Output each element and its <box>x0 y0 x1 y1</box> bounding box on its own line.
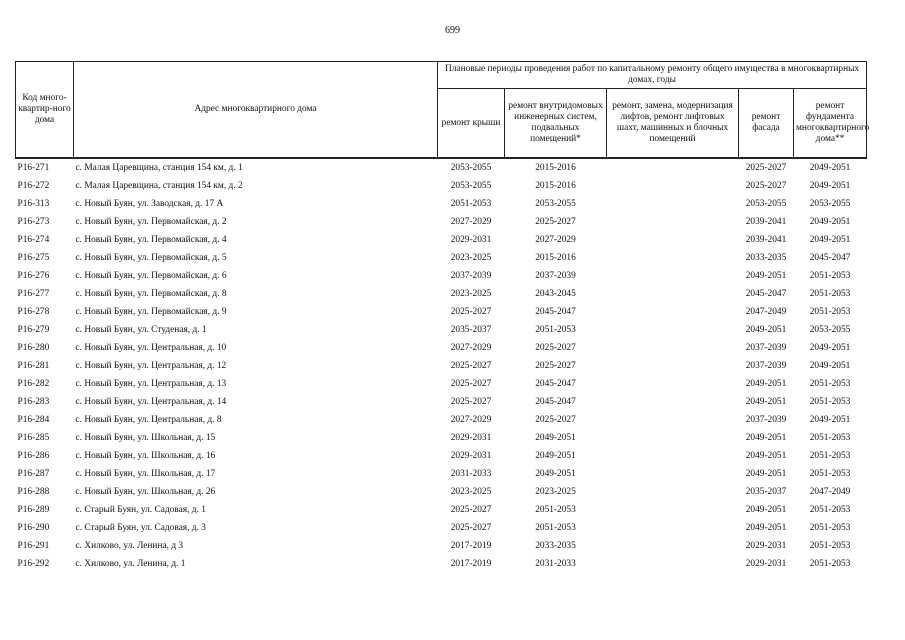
cell-engineering: 2025-2027 <box>535 343 576 353</box>
cell-elevators <box>607 285 739 303</box>
cell-engineering: 2051-2053 <box>535 523 576 533</box>
cell-address: с. Старый Буян, ул. Садовая, д. 3 <box>75 523 206 533</box>
cell-roof: 2027-2029 <box>450 343 492 353</box>
cell-engineering: 2023-2025 <box>535 487 576 497</box>
cell-roof: 2027-2029 <box>450 415 492 425</box>
table-row <box>16 483 867 501</box>
cell-foundation: 2051-2053 <box>809 433 851 443</box>
cell-facade: 2049-2051 <box>745 271 787 281</box>
cell-engineering: 2031-2033 <box>535 559 576 569</box>
header-roof: ремонт крыши <box>438 89 505 159</box>
table-row <box>16 231 867 249</box>
cell-facade: 2049-2051 <box>745 379 787 389</box>
cell-roof: 2025-2027 <box>450 397 492 407</box>
cell-engineering: 2049-2051 <box>535 433 576 443</box>
cell-elevators <box>607 465 739 483</box>
cell-facade: 2047-2049 <box>745 307 787 317</box>
table-body <box>16 158 867 573</box>
cell-foundation: 2049-2051 <box>809 181 851 191</box>
table-row <box>16 339 867 357</box>
cell-roof: 2053-2055 <box>450 181 492 191</box>
cell-elevators <box>607 483 739 501</box>
table-row <box>16 158 867 177</box>
table-row <box>16 447 867 465</box>
cell-foundation: 2053-2055 <box>809 199 851 209</box>
cell-code: Р16-283 <box>17 397 50 407</box>
cell-roof: 2023-2025 <box>450 487 492 497</box>
cell-elevators <box>607 519 739 537</box>
cell-engineering: 2045-2047 <box>535 397 576 407</box>
cell-address: с. Старый Буян, ул. Садовая, д. 1 <box>75 505 206 515</box>
cell-engineering: 2015-2016 <box>535 181 576 191</box>
table-row <box>16 393 867 411</box>
cell-code: Р16-275 <box>17 253 50 263</box>
cell-address: с. Новый Буян, ул. Школьная, д. 26 <box>75 487 216 497</box>
cell-foundation: 2051-2053 <box>809 451 851 461</box>
cell-roof: 2029-2031 <box>450 235 492 245</box>
cell-roof: 2025-2027 <box>450 379 492 389</box>
cell-code: Р16-277 <box>17 289 50 299</box>
cell-elevators <box>607 339 739 357</box>
cell-address: с. Новый Буян, ул. Первомайская, д. 8 <box>75 289 227 299</box>
cell-code: Р16-284 <box>17 415 50 425</box>
table-row <box>16 519 867 537</box>
cell-facade: 2049-2051 <box>745 397 787 407</box>
cell-code: Р16-276 <box>17 271 50 281</box>
cell-elevators <box>607 411 739 429</box>
cell-roof: 2025-2027 <box>450 523 492 533</box>
table-row <box>16 303 867 321</box>
cell-elevators <box>607 555 739 573</box>
cell-facade: 2049-2051 <box>745 325 787 335</box>
cell-elevators <box>607 231 739 249</box>
table-row <box>16 555 867 573</box>
table-header <box>16 62 870 159</box>
cell-facade: 2049-2051 <box>745 451 787 461</box>
cell-engineering: 2025-2027 <box>535 361 576 371</box>
cell-facade: 2037-2039 <box>745 343 787 353</box>
cell-address: с. Новый Буян, ул. Первомайская, д. 5 <box>75 253 227 263</box>
cell-foundation: 2051-2053 <box>809 541 851 551</box>
cell-code: Р16-289 <box>17 505 50 515</box>
cell-facade: 2035-2037 <box>745 487 787 497</box>
cell-roof: 2029-2031 <box>450 433 492 443</box>
cell-engineering: 2027-2029 <box>535 235 576 245</box>
header-code: Код много-квартир-ного дома <box>16 62 74 159</box>
cell-engineering: 2049-2051 <box>535 469 576 479</box>
header-address: Адрес многоквартирного дома <box>74 62 438 159</box>
cell-code: Р16-291 <box>17 541 50 551</box>
cell-engineering: 2051-2053 <box>535 505 576 515</box>
cell-address: с. Хилково, ул. Ленина, д 3 <box>75 541 184 551</box>
cell-roof: 2037-2039 <box>450 271 492 281</box>
cell-address: с. Новый Буян, ул. Центральная, д. 12 <box>75 361 227 371</box>
cell-code: Р16-272 <box>17 181 50 191</box>
cell-engineering: 2025-2027 <box>535 217 576 227</box>
cell-address: с. Новый Буян, ул. Заводская, д. 17 А <box>75 199 224 209</box>
table-row <box>16 411 867 429</box>
cell-facade: 2049-2051 <box>745 523 787 533</box>
cell-roof: 2025-2027 <box>450 361 492 371</box>
cell-engineering: 2045-2047 <box>535 307 576 317</box>
table-row <box>16 375 867 393</box>
cell-address: с. Новый Буян, ул. Школьная, д. 15 <box>75 433 216 443</box>
cell-roof: 2023-2025 <box>450 289 492 299</box>
cell-facade: 2037-2039 <box>745 361 787 371</box>
cell-address: с. Малая Царевщина, станция 154 км, д. 2 <box>75 181 243 191</box>
table-row <box>16 285 867 303</box>
cell-address: с. Новый Буян, ул. Школьная, д. 17 <box>75 469 216 479</box>
cell-address: с. Новый Буян, ул. Центральная, д. 13 <box>75 379 227 389</box>
cell-code: Р16-287 <box>17 469 50 479</box>
cell-facade: 2049-2051 <box>745 505 787 515</box>
cell-foundation: 2051-2053 <box>809 469 851 479</box>
cell-address: с. Новый Буян, ул. Первомайская, д. 4 <box>75 235 227 245</box>
cell-elevators <box>607 393 739 411</box>
cell-code: Р16-288 <box>17 487 50 497</box>
table-row <box>16 249 867 267</box>
header-planned-periods: Плановые периоды проведения работ по капитальному ремонту общего имущества в многоквартирных домах, годы <box>438 62 867 89</box>
cell-address: с. Новый Буян, ул. Первомайская, д. 6 <box>75 271 227 281</box>
cell-elevators <box>607 537 739 555</box>
cell-foundation: 2051-2053 <box>809 379 851 389</box>
cell-foundation: 2051-2053 <box>809 523 851 533</box>
cell-engineering: 2053-2055 <box>535 199 576 209</box>
table-row <box>16 501 867 519</box>
cell-code: Р16-286 <box>17 451 50 461</box>
cell-foundation: 2049-2051 <box>809 235 851 245</box>
cell-code: Р16-285 <box>17 433 50 443</box>
cell-foundation: 2049-2051 <box>809 361 851 371</box>
cell-address: с. Новый Буян, ул. Первомайская, д. 9 <box>75 307 227 317</box>
table-row <box>16 177 867 195</box>
cell-code: Р16-278 <box>17 307 50 317</box>
cell-address: с. Новый Буян, ул. Центральная, д. 14 <box>75 397 227 407</box>
cell-code: Р16-313 <box>17 199 50 209</box>
cell-address: с. Малая Царевщина, станция 154 км, д. 1 <box>75 163 243 173</box>
cell-facade: 2025-2027 <box>745 163 787 173</box>
cell-foundation: 2049-2051 <box>809 163 851 173</box>
table-row <box>16 357 867 375</box>
cell-code: Р16-281 <box>17 361 50 371</box>
cell-address: с. Новый Буян, ул. Школьная, д. 16 <box>75 451 216 461</box>
cell-elevators <box>607 447 739 465</box>
cell-engineering: 2051-2053 <box>535 325 576 335</box>
cell-elevators <box>607 501 739 519</box>
cell-roof: 2023-2025 <box>450 253 492 263</box>
table-row <box>16 537 867 555</box>
cell-elevators <box>607 213 739 231</box>
capital-repair-table <box>15 61 870 573</box>
cell-code: Р16-271 <box>17 163 50 173</box>
header-facade: ремонт фасада <box>739 89 794 159</box>
cell-elevators <box>607 267 739 285</box>
cell-facade: 2049-2051 <box>745 469 787 479</box>
cell-engineering: 2033-2035 <box>535 541 576 551</box>
cell-roof: 2017-2019 <box>450 541 492 551</box>
cell-roof: 2051-2053 <box>450 199 492 209</box>
cell-code: Р16-280 <box>17 343 50 353</box>
cell-foundation: 2051-2053 <box>809 289 851 299</box>
table-row <box>16 213 867 231</box>
cell-roof: 2025-2027 <box>450 307 492 317</box>
cell-elevators <box>607 249 739 267</box>
cell-code: Р16-274 <box>17 235 50 245</box>
cell-engineering: 2015-2016 <box>535 253 576 263</box>
cell-address: с. Новый Буян, ул. Центральная, д. 10 <box>75 343 227 353</box>
cell-facade: 2033-2035 <box>745 253 787 263</box>
cell-address: с. Новый Буян, ул. Студеная, д. 1 <box>75 325 207 335</box>
cell-address: с. Новый Буян, ул. Первомайская, д. 2 <box>75 217 227 227</box>
cell-roof: 2027-2029 <box>450 217 492 227</box>
cell-elevators <box>607 321 739 339</box>
cell-facade: 2029-2031 <box>745 541 787 551</box>
cell-code: Р16-292 <box>17 559 50 569</box>
cell-address: с. Хилково, ул. Ленина, д. 1 <box>75 559 186 569</box>
cell-engineering: 2049-2051 <box>535 451 576 461</box>
header-elevators: ремонт, замена, модернизация лифтов, ремонт лифтовых шахт, машинных и блочных помещений <box>607 89 739 159</box>
cell-foundation: 2045-2047 <box>809 253 851 263</box>
cell-foundation: 2051-2053 <box>809 559 851 569</box>
cell-code: Р16-282 <box>17 379 50 389</box>
cell-facade: 2049-2051 <box>745 433 787 443</box>
cell-foundation: 2051-2053 <box>809 397 851 407</box>
cell-facade: 2045-2047 <box>745 289 787 299</box>
cell-engineering: 2015-2016 <box>535 163 576 173</box>
cell-facade: 2037-2039 <box>745 415 787 425</box>
table-row <box>16 267 867 285</box>
cell-elevators <box>607 158 739 177</box>
cell-address: с. Новый Буян, ул. Центральная, д. 8 <box>75 415 222 425</box>
cell-foundation: 2051-2053 <box>809 271 851 281</box>
cell-engineering: 2045-2047 <box>535 379 576 389</box>
table-row <box>16 195 867 213</box>
cell-foundation: 2049-2051 <box>809 217 851 227</box>
cell-facade: 2025-2027 <box>745 181 787 191</box>
header-foundation: ремонт фундамента многоквартирного дома** <box>794 89 867 159</box>
cell-foundation: 2049-2051 <box>809 415 851 425</box>
cell-elevators <box>607 357 739 375</box>
cell-code: Р16-279 <box>17 325 50 335</box>
cell-roof: 2029-2031 <box>450 451 492 461</box>
cell-elevators <box>607 177 739 195</box>
cell-facade: 2039-2041 <box>745 217 787 227</box>
table-row <box>16 321 867 339</box>
table-row <box>16 465 867 483</box>
cell-roof: 2031-2033 <box>450 469 492 479</box>
cell-code: Р16-273 <box>17 217 50 227</box>
table-row <box>16 429 867 447</box>
cell-code: Р16-290 <box>17 523 50 533</box>
page-number: 699 <box>445 25 460 36</box>
cell-engineering: 2043-2045 <box>535 289 576 299</box>
cell-facade: 2039-2041 <box>745 235 787 245</box>
cell-elevators <box>607 195 739 213</box>
cell-foundation: 2051-2053 <box>809 307 851 317</box>
cell-facade: 2053-2055 <box>745 199 787 209</box>
cell-elevators <box>607 429 739 447</box>
cell-engineering: 2025-2027 <box>535 415 576 425</box>
cell-roof: 2025-2027 <box>450 505 492 515</box>
cell-facade: 2029-2031 <box>745 559 787 569</box>
cell-roof: 2017-2019 <box>450 559 492 569</box>
header-engineering: ремонт внутридомовых инженерных систем, подвальных помещений* <box>505 89 607 159</box>
cell-elevators <box>607 375 739 393</box>
cell-roof: 2053-2055 <box>450 163 492 173</box>
cell-foundation: 2051-2053 <box>809 505 851 515</box>
cell-foundation: 2047-2049 <box>809 487 851 497</box>
cell-foundation: 2053-2055 <box>809 325 851 335</box>
cell-foundation: 2049-2051 <box>809 343 851 353</box>
cell-roof: 2035-2037 <box>450 325 492 335</box>
cell-elevators <box>607 303 739 321</box>
cell-engineering: 2037-2039 <box>535 271 576 281</box>
